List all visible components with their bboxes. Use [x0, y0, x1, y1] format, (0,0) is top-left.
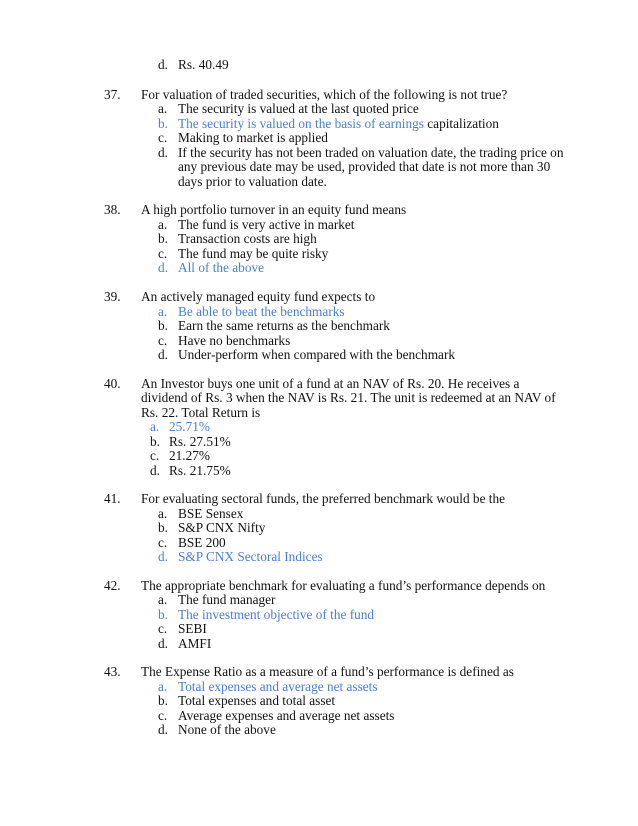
option-text: Making to market is applied — [178, 130, 328, 145]
option-text: Rs. 40.49 — [178, 57, 229, 72]
question-number: 39. — [104, 289, 121, 304]
option-letter: d. — [158, 347, 168, 362]
option-text: The investment objective of the fund — [178, 607, 375, 622]
option-letter: c. — [158, 708, 168, 723]
option-text: 21.27% — [169, 448, 210, 463]
option-text: 25.71% — [169, 419, 210, 434]
option-text: None of the above — [178, 722, 276, 737]
question-number: 41. — [104, 491, 121, 506]
option-letter: b. — [158, 116, 168, 131]
option-text — [178, 116, 499, 131]
option-letter: d. — [158, 260, 168, 275]
option-text: Have no benchmarks — [178, 333, 291, 348]
question-text-line-1: An Investor buys one unit of a fund at an NAV of Rs. 20. He receives a — [141, 376, 520, 391]
option-letter: c. — [158, 130, 168, 145]
question-text: A high portfolio turnover in an equity fund means — [141, 202, 407, 217]
question-text: For valuation of traded securities, which of the following is not true? — [141, 87, 508, 102]
option-text: BSE Sensex — [178, 506, 244, 521]
option-text: All of the above — [178, 260, 265, 275]
option-letter: b. — [158, 318, 168, 333]
option-text: Rs. 27.51% — [169, 434, 231, 449]
question-number: 40. — [104, 376, 121, 391]
question-text-line-2: dividend of Rs. 3 when the NAV is Rs. 21. The unit is redeemed at an NAV of — [141, 390, 556, 405]
option-text: AMFI — [178, 636, 212, 651]
option-letter: a. — [158, 101, 168, 116]
option-letter: d. — [158, 722, 168, 737]
option-letter: c. — [158, 246, 168, 261]
question-text: The Expense Ratio as a measure of a fund’s performance is defined as — [141, 664, 514, 679]
option-text: BSE 200 — [178, 535, 226, 550]
option-letter: c. — [158, 535, 168, 550]
question-number: 43. — [104, 664, 121, 679]
question-text-line-3: Rs. 22. Total Return is — [141, 405, 261, 420]
option-letter: c. — [150, 448, 160, 463]
option-letter: a. — [158, 679, 168, 694]
option-letter: c. — [158, 621, 168, 636]
question-number: 42. — [104, 578, 121, 593]
question-text: An actively managed equity fund expects to — [141, 289, 376, 304]
option-letter: a. — [150, 419, 160, 434]
option-letter: a. — [158, 592, 168, 607]
option-letter: d. — [150, 463, 160, 478]
option-text: Earn the same returns as the benchmark — [178, 318, 390, 333]
question-text: The appropriate benchmark for evaluating a fund’s performance depends on — [141, 578, 546, 593]
option-text: Total expenses and total asset — [178, 693, 336, 708]
option-letter: b. — [158, 693, 168, 708]
question-text: For evaluating sectoral funds, the preferred benchmark would be the — [141, 491, 506, 506]
option-letter: b. — [158, 231, 168, 246]
option-text: Be able to beat the benchmarks — [178, 304, 345, 319]
option-text-line-2: any previous date may be used, provided that date is not more than 30 — [178, 159, 551, 174]
question-number: 37. — [104, 87, 121, 102]
option-letter: d. — [158, 145, 168, 160]
option-letter: a. — [158, 217, 168, 232]
option-letter: d. — [158, 57, 168, 72]
option-letter: a. — [158, 304, 168, 319]
option-text: Average expenses and average net assets — [178, 708, 395, 723]
option-letter: b. — [158, 607, 168, 622]
option-letter: a. — [158, 506, 168, 521]
option-letter: d. — [158, 549, 168, 564]
option-text: Under-perform when compared with the benchmark — [178, 347, 456, 362]
question-number: 38. — [104, 202, 121, 217]
highlighted-answer-text: The security is valued on the basis of earnings — [178, 116, 424, 131]
option-text: S&P CNX Sectoral Indices — [178, 549, 323, 564]
option-text: S&P CNX Nifty — [178, 520, 266, 535]
option-text: The fund is very active in market — [178, 217, 355, 232]
option-letter: c. — [158, 333, 168, 348]
option-text: SEBI — [178, 621, 207, 636]
option-letter: d. — [158, 636, 168, 651]
option-letter: b. — [158, 520, 168, 535]
option-letter: b. — [150, 434, 160, 449]
option-text: The fund may be quite risky — [178, 246, 329, 261]
option-text: Transaction costs are high — [178, 231, 317, 246]
option-text-line-3: days prior to valuation date. — [178, 174, 327, 189]
option-text: Rs. 21.75% — [169, 463, 231, 478]
option-text-rest: capitalization — [423, 116, 499, 131]
option-text: The security is valued at the last quoted price — [178, 101, 419, 116]
option-text-line-1: If the security has not been traded on valuation date, the trading price on — [178, 145, 564, 160]
option-text: The fund manager — [178, 592, 276, 607]
option-text: Total expenses and average net assets — [178, 679, 378, 694]
